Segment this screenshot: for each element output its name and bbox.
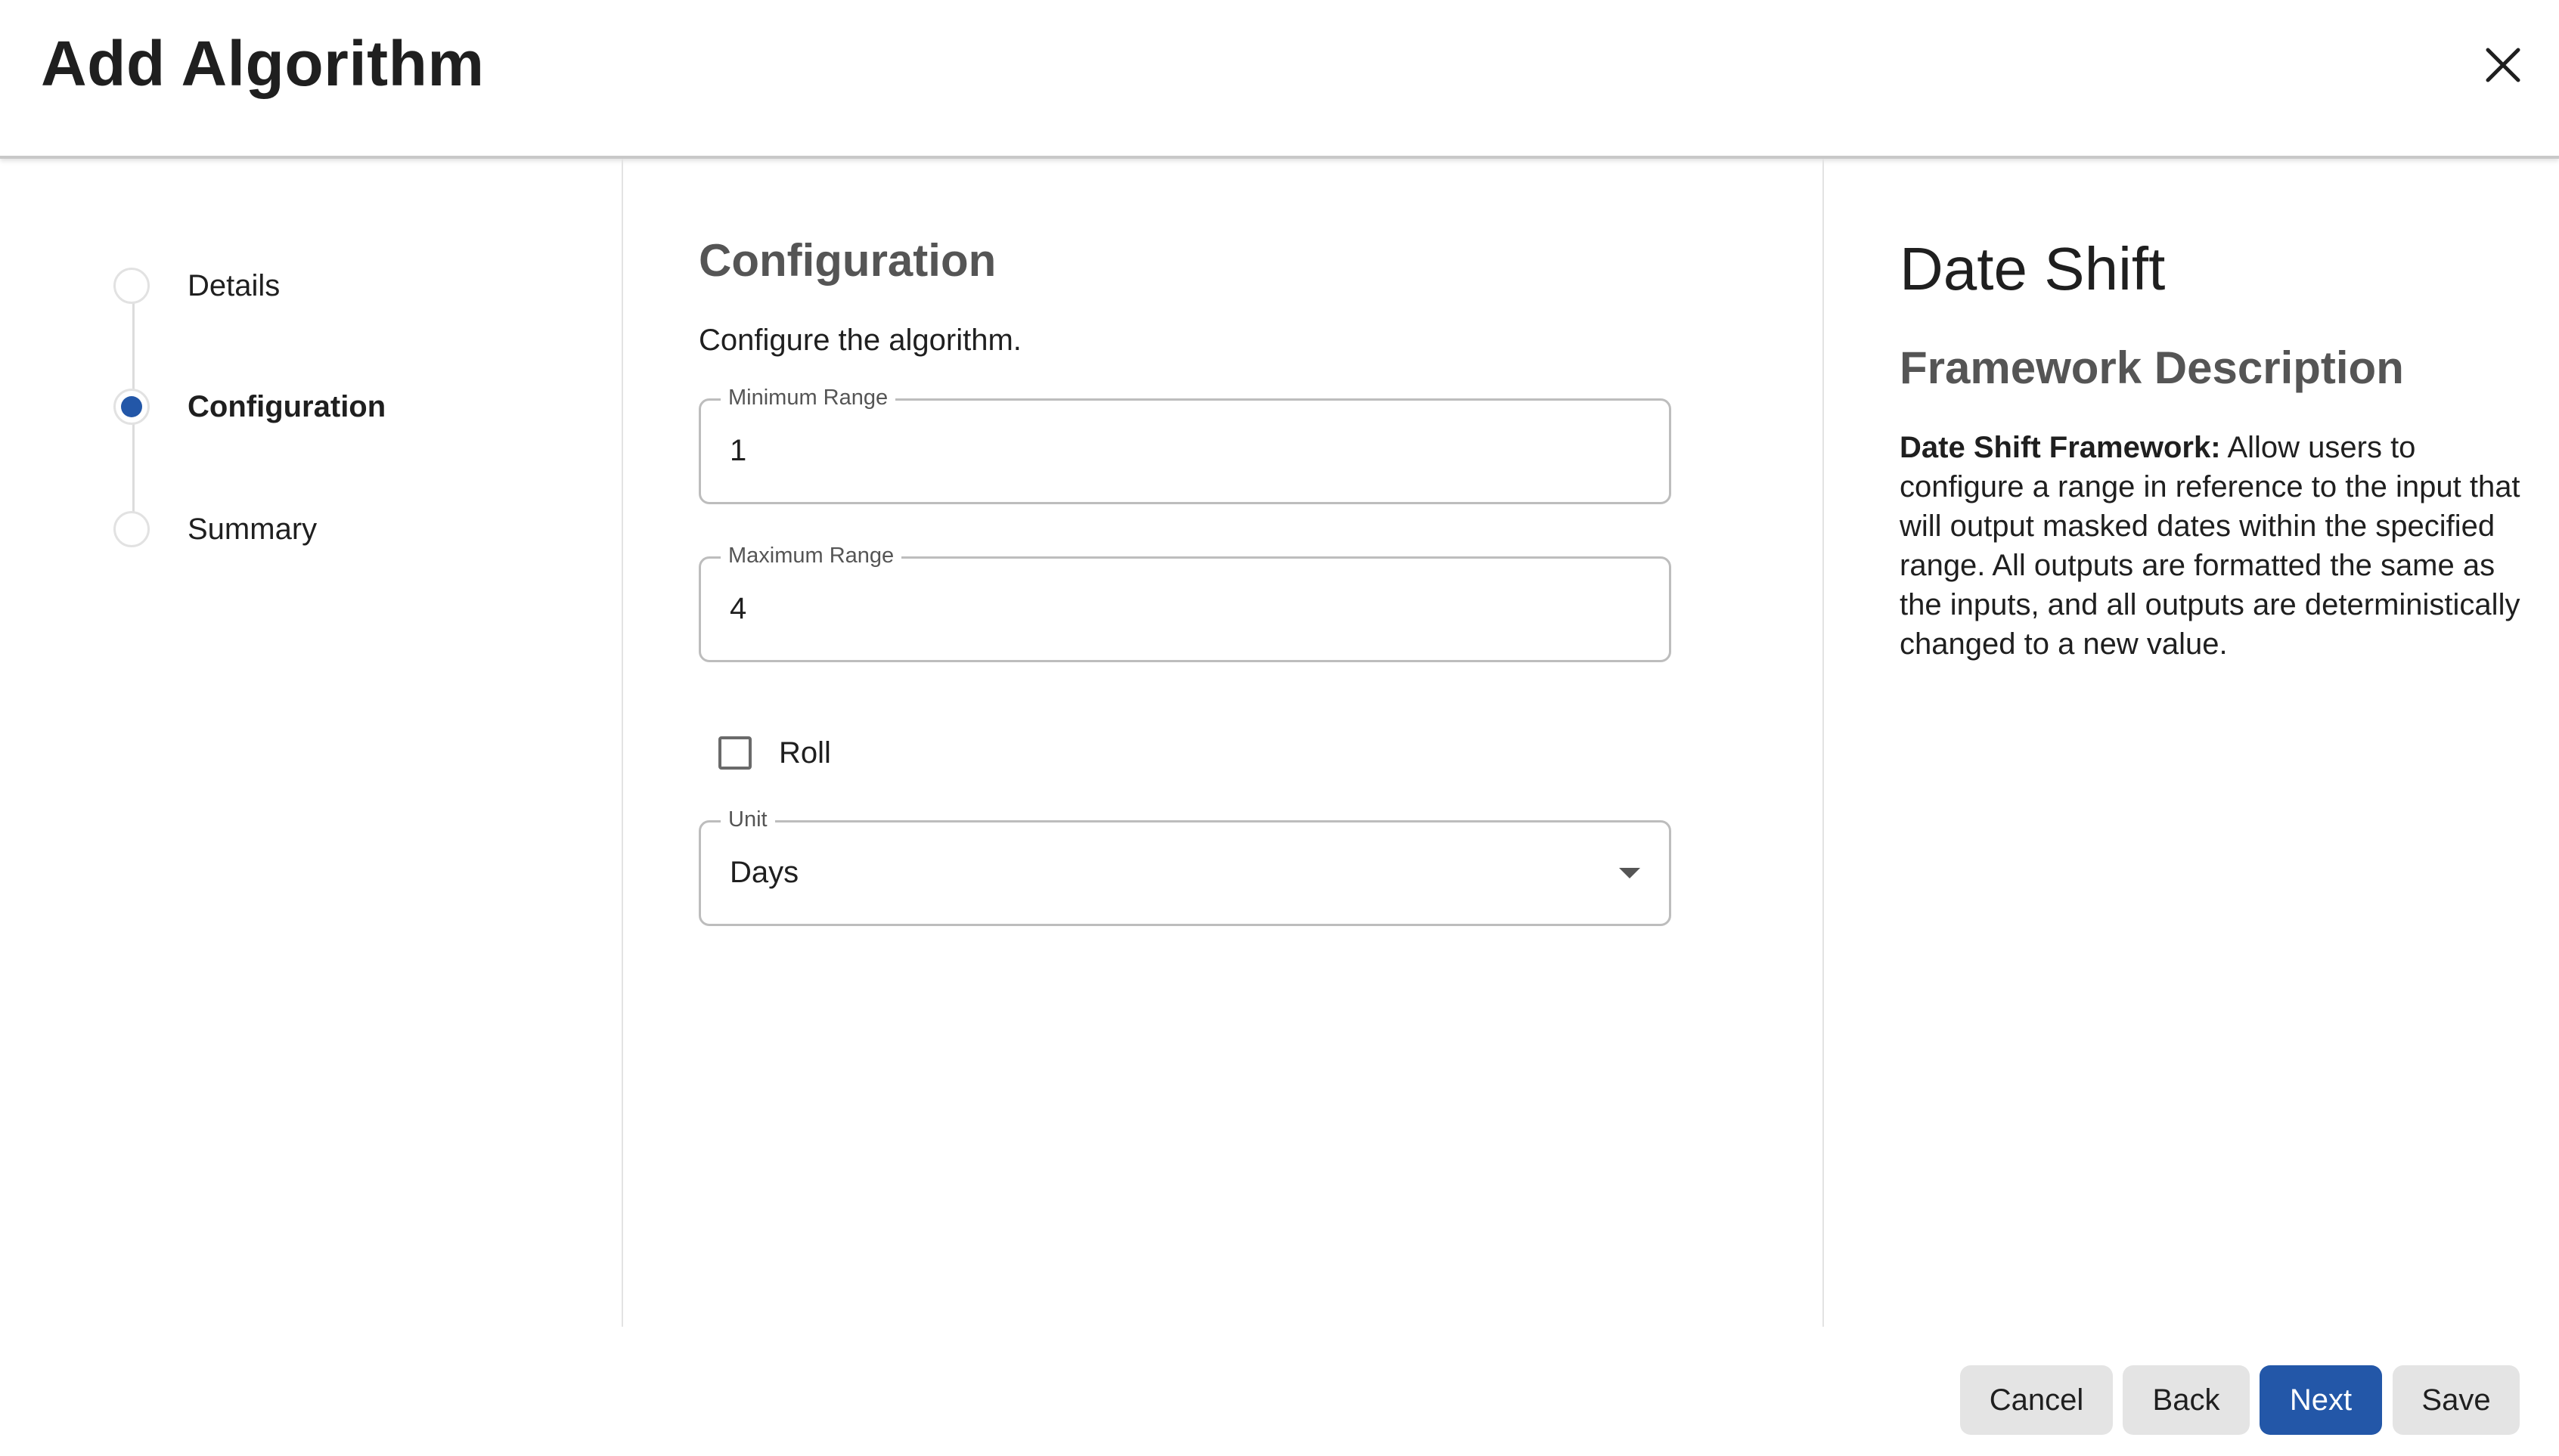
step-label: Summary xyxy=(188,512,318,546)
dialog-title: Add Algorithm xyxy=(41,28,485,99)
close-button[interactable] xyxy=(2473,35,2533,95)
algorithm-name: Date Shift xyxy=(1900,235,2166,302)
save-button[interactable]: Save xyxy=(2393,1365,2520,1435)
framework-description-heading: Framework Description xyxy=(1900,342,2404,393)
step-summary[interactable] xyxy=(113,507,317,552)
configuration-title: Configuration xyxy=(699,235,997,286)
step-indicator xyxy=(113,268,150,304)
unit-label: Unit xyxy=(721,807,775,832)
unit-selected-value: Days xyxy=(730,856,799,889)
chevron-down-icon xyxy=(1619,868,1640,878)
close-icon xyxy=(2473,35,2533,95)
roll-checkbox[interactable] xyxy=(718,736,752,770)
maximum-range-label: Maximum Range xyxy=(721,544,901,568)
maximum-range-field[interactable] xyxy=(699,544,1671,662)
step-label: Configuration xyxy=(188,389,386,423)
minimum-range-field[interactable] xyxy=(699,386,1671,504)
maximum-range-input[interactable] xyxy=(730,592,1562,626)
step-indicator-active xyxy=(113,389,150,425)
step-indicator xyxy=(113,511,150,547)
configuration-subtitle: Configure the algorithm. xyxy=(699,324,1022,357)
right-column-divider xyxy=(1822,159,1824,1327)
framework-description xyxy=(1900,428,2542,664)
minimum-range-input[interactable] xyxy=(730,434,1562,468)
step-configuration[interactable] xyxy=(113,384,386,429)
roll-checkbox-row[interactable] xyxy=(718,730,831,776)
back-button[interactable]: Back xyxy=(2123,1365,2250,1435)
cancel-button[interactable]: Cancel xyxy=(1960,1365,2113,1435)
next-button[interactable]: Next xyxy=(2260,1365,2382,1435)
unit-select[interactable] xyxy=(699,807,1671,926)
step-details[interactable] xyxy=(113,263,280,308)
roll-label: Roll xyxy=(779,736,831,770)
dialog-header xyxy=(0,0,2559,159)
step-label: Details xyxy=(188,268,281,302)
left-column-divider xyxy=(622,159,623,1327)
minimum-range-label: Minimum Range xyxy=(721,386,895,410)
framework-description-bold: Date Shift Framework: xyxy=(1900,431,2221,464)
framework-description-text: Allow users to configure a range in reference to the input that will output masked dates within the specified range. All outputs are formatted the same as the inputs, and all outputs are deterministically changed to a new value. xyxy=(1900,431,2520,661)
